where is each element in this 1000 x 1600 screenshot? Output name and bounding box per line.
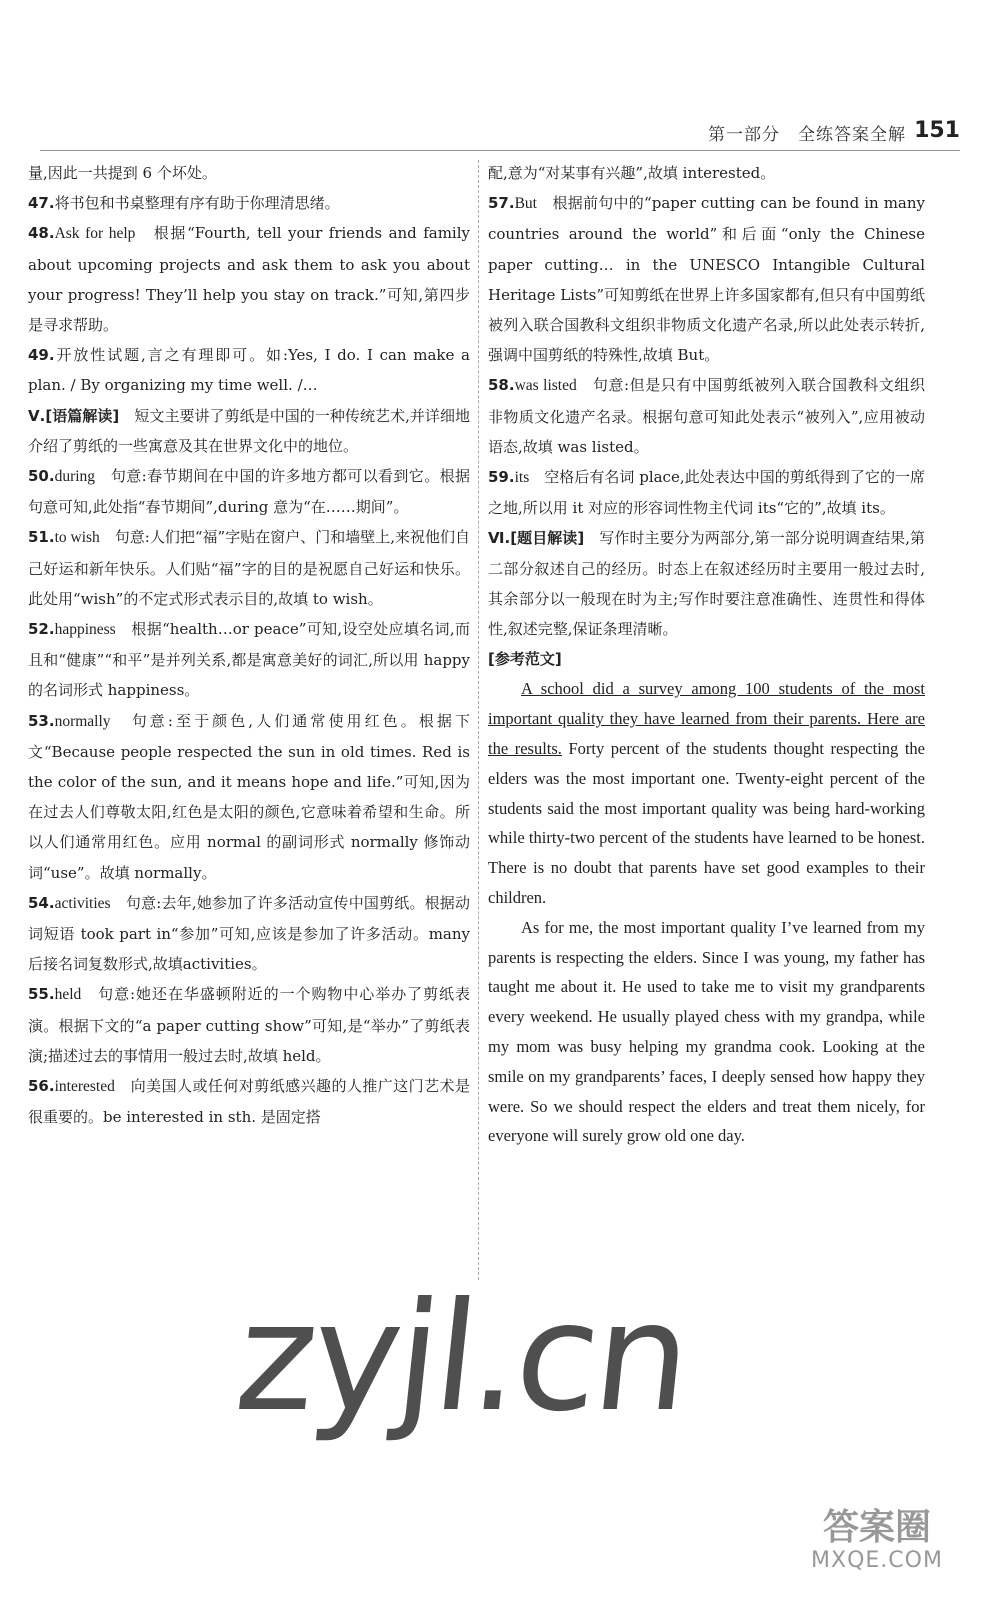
item-answer: its — [514, 469, 530, 487]
item-text: 句意:至于颜色,人们通常使用红色。根据下文“Because people respected the sun in old times. Red is the color of the sun, and it means hope and life.”可知,因为在过去人们尊敬太阳,红色是太阳的颜色,它意味着希望和生命。所以人们通常用红色。应用 normal 的副词形式 normally 修饰动词“use”。故填 normally。 — [28, 711, 470, 882]
item-number: 55. — [28, 985, 55, 1004]
item-answer: was listed — [514, 377, 577, 395]
answer-item-47 — [28, 188, 470, 218]
item-number: 52. — [28, 620, 55, 639]
item-number: 51. — [28, 528, 55, 547]
item-number: 56. — [28, 1077, 55, 1096]
answer-item-48 — [28, 218, 470, 340]
item-number: 54. — [28, 893, 55, 912]
site-logo — [782, 1508, 972, 1578]
section-5-reading-analysis — [28, 401, 470, 461]
essay-underlined-intro: A school did a survey among 100 students of the most important quality they have learned from their parents. Here are the results. — [488, 679, 925, 759]
answer-item-51 — [28, 522, 470, 614]
answer-item-58 — [488, 370, 925, 462]
logo-mark: 答案圈 — [822, 1507, 931, 1548]
item-56-tail: 配,意为“对某事有兴趣”,故填 interested。 — [488, 164, 776, 182]
item-number: 49. — [28, 346, 55, 365]
essay-paragraph-1 — [488, 674, 925, 912]
section-tag: [语篇解读] — [45, 406, 120, 425]
item-text: 根据“Fourth, tell your friends and family about upcoming projects and ask them to ask you about your progress! They’ll help you stay on track.”可知,第四步是寻求帮助。 — [28, 224, 470, 335]
section-6-writing-analysis — [488, 523, 925, 644]
item-answer: activities — [54, 894, 111, 912]
section-text: 短文主要讲了剪纸是中国的一种传统艺术,并详细地介绍了剪纸的一些寓意及其在世界文化中的地位。 — [28, 406, 471, 455]
item-number: 50. — [28, 467, 55, 486]
essay-paragraph-2: As for me, the most important quality I’ve learned from my parents is respecting the elders. Since I was young, my father has taught me about it. He used to take me to visit my grandparents every weekend. He usually played chess with my grandpa, while my mom was busy helping my grandma cook. Looking at the smile on my grandparents’ faces, I deeply sensed how happy they were. So we should respect the elders and treat them nicely, for everyone will surely grow old one day. — [488, 917, 925, 1146]
answer-item-49 — [28, 340, 470, 400]
answer-item-54 — [28, 888, 470, 980]
item-number: 48. — [28, 224, 55, 243]
answer-item-57 — [488, 188, 925, 370]
reference-essay-tag: [参考范文] — [488, 650, 562, 669]
item-answer: during — [54, 468, 96, 486]
page-header — [40, 118, 960, 151]
item-text: 根据“health…or peace”可知,设空处应填名词,而且和“健康”“和平”是并列关系,都是寓意美好的词汇,所以用 happy 的名词形式 happiness。 — [28, 620, 470, 700]
item-text: 句意:但是只有中国剪纸被列入联合国教科文组织非物质文化遗产名录。根据句意可知此处表示“被列入”,应用被动语态,故填 was listed。 — [488, 376, 925, 456]
item-number: 57. — [488, 194, 515, 213]
section-tag: [题目解读] — [510, 529, 585, 548]
item-text: 句意:去年,她参加了许多活动宣传中国剪纸。根据动词短语 took part in“参加”可知,应该是参加了许多活动。many 后接名词复数形式,故填activities。 — [28, 893, 470, 974]
answer-item-56 — [28, 1071, 470, 1132]
left-column — [28, 158, 470, 1133]
item-text: 根据前句中的“paper cutting can be found in many countries around the world”和后面“only the Chinese paper cutting… in the UNESCO Intangible Cultural Heritage Lists”可知剪纸在世界上许多国家都有,但只有中国剪纸被列入联合国教科文组织非物质文化遗产名录,所以此处表示转折,强调中国剪纸的特殊性,故填 But。 — [488, 194, 925, 365]
item-answer: interested — [54, 1078, 115, 1096]
item-answer: to wish — [54, 529, 100, 547]
answer-item-50 — [28, 461, 470, 522]
item-text: 句意:春节期间在中国的许多地方都可以看到它。根据句意可知,此处指“春节期间”,during 意为“在……期间”。 — [28, 467, 470, 517]
item-text: 句意:人们把“福”字贴在窗户、门和墙壁上,来祝他们自己好运和新年快乐。人们贴“福”字的目的是祝愿自己好运和快乐。此处用“wish”的不定式形式表示目的,故填 to wish。 — [28, 528, 470, 608]
answer-item-55 — [28, 979, 470, 1071]
item-answer: normally — [54, 712, 111, 730]
item-text: 向美国人或任何对剪纸感兴趣的人推广这门艺术是很重要的。be interested in sth. 是固定搭 — [28, 1077, 470, 1127]
item-answer: held — [54, 986, 82, 1004]
item-text: 空格后有名词 place,此处表达中国的剪纸得到了它的一席之地,所以用 it 对应的形容词性物主代词 its“它的”,故填 its。 — [488, 468, 925, 518]
header-section-title: 第一部分 全练答案全解 — [708, 125, 906, 145]
essay-paragraph-1-body: Forty percent of the students thought respecting the elders was the most important one. Twenty-eight percent of the students said the most important quality was being hard-working while thirty-two percent of the students have learned to be honest. There is no doubt that parents have set good examples to their children. — [488, 739, 925, 908]
column-divider — [478, 160, 479, 1280]
section-number: Ⅵ. — [488, 529, 511, 548]
answer-item-59 — [488, 462, 925, 523]
item-46-tail: 量,因此一共提到 6 个坏处。 — [28, 164, 217, 182]
item-text: 开放性试题,言之有理即可。如:Yes, I do. I can make a plan. / By organizing my time well. /… — [28, 346, 470, 395]
reference-essay — [488, 674, 925, 1151]
section-number: Ⅴ. — [28, 406, 46, 425]
right-column — [488, 158, 925, 1151]
answer-item-53 — [28, 706, 470, 888]
item-number: 58. — [488, 376, 515, 395]
item-answer: But — [514, 195, 537, 213]
item-text: 将书包和书桌整理有序有助于你理清思绪。 — [54, 194, 340, 213]
item-answer: happiness — [54, 621, 116, 639]
item-answer: Ask for help — [54, 225, 136, 243]
item-text: 句意:她还在华盛顿附近的一个购物中心举办了剪纸表演。根据下文的“a paper cutting show”可知,是“举办”了剪纸表演;描述过去的事情用一般过去时,故填 held。 — [28, 985, 470, 1065]
section-text: 写作时主要分为两部分,第一部分说明调查结果,第二部分叙述自己的经历。时态上在叙述经历时主要用一般过去时,其余部分以一般现在时为主;写作时要注意准确性、连贯性和得体性,叙述完整,保证条理清晰。 — [488, 529, 926, 639]
page-number: 151 — [914, 118, 960, 143]
watermark-text: zyjl.cn — [228, 1271, 696, 1445]
item-number: 47. — [28, 194, 55, 213]
item-number: 53. — [28, 711, 55, 730]
item-number: 59. — [488, 468, 515, 487]
answer-item-52 — [28, 614, 470, 706]
logo-site-text: MXQE.COM — [811, 1548, 943, 1573]
